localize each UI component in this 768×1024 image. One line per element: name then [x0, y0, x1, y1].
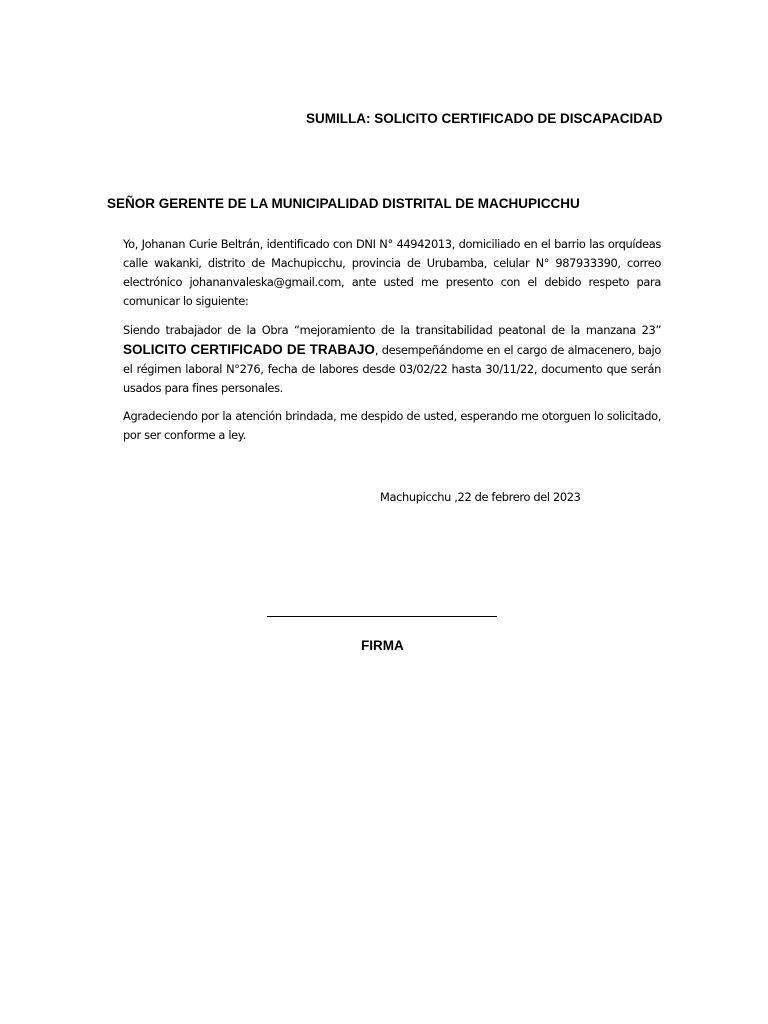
paragraph-introduction: Yo, Johanan Curie Beltrán, identificado con DNI N° 44942013, domiciliado en el barrio las orquídeas calle wakanki, distrito de Machupicchu, provincia de Urubamba, celular N° 987933390, correo electrónico johananvaleska@gmail.com, ante usted me presento con el debido respeto para comunicar lo siguiente: [123, 237, 661, 308]
signature-label: FIRMA [361, 638, 404, 653]
paragraph-request-rest: , desempeñándome en el cargo de almacenero, bajo el régimen laboral N°276, fecha de labores desde 03/02/22 hasta 30/11/22, documento que serán usados para fines personales. [123, 343, 661, 395]
sumilla-heading: SUMILLA: SOLICITO CERTIFICADO DE DISCAPACIDAD [306, 111, 663, 126]
signature-line [267, 616, 497, 617]
addressee-heading: SEÑOR GERENTE DE LA MUNICIPALIDAD DISTRITAL DE MACHUPICCHU [107, 196, 580, 211]
date-line: Machupicchu ,22 de febrero del 2023 [380, 490, 581, 504]
paragraph-request-line1: Siendo trabajador de la Obra “mejoramiento de la transitabilidad peatonal de la manzana 23” [123, 323, 661, 337]
paragraph-closing: Agradeciendo por la atención brindada, me despido de usted, esperando me otorguen lo solicitado, por ser conforme a ley. [123, 409, 661, 442]
paragraph-request-strong: SOLICITO CERTIFICADO DE TRABAJO [123, 342, 375, 357]
paragraph-request [123, 321, 661, 398]
